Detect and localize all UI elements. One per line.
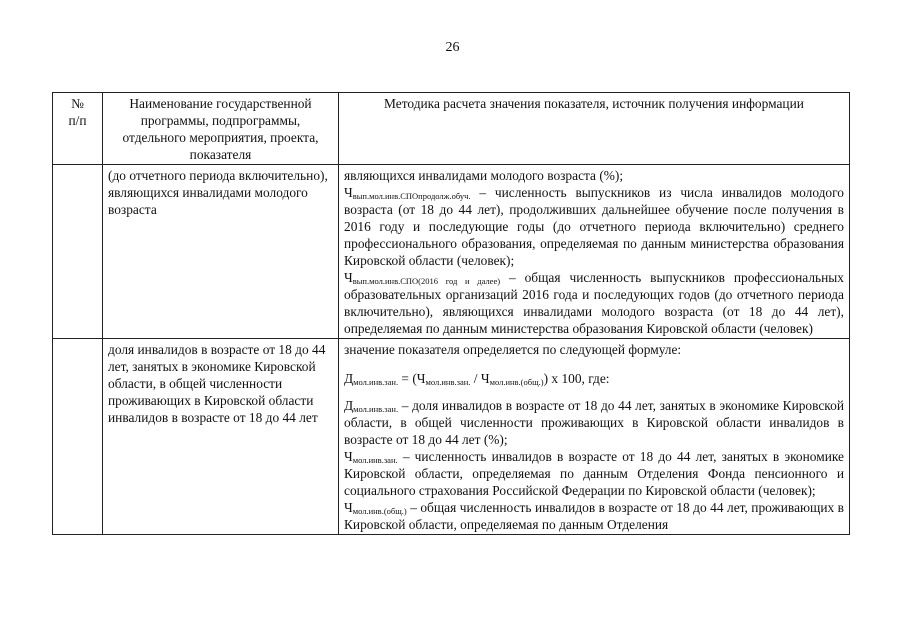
row1-name: (до отчетного периода включительно), являющихся инвалидами молодого возраста	[103, 165, 339, 339]
header-name: Наименование государственной программы, подпрограммы, отдельного мероприятия, проекта, показателя	[103, 93, 339, 165]
formula-eq: = (Ч	[398, 371, 426, 386]
definition-text: – численность выпускников из числа инвалидов молодого возраста (от 18 до 44 лет), продолживших дальнейшее обучение после получения в 2016 году и последующие годы (до отчетного периода включительно) среднего профессионального образования, определяемая по данным министерства образования Кировской области (человек);	[344, 185, 844, 268]
row2-def-c1	[344, 448, 844, 499]
row2-intro: значение показателя определяется по следующей формуле:	[344, 342, 682, 357]
symbol-subscript: вып.мол.инв.СПО(2016 год и далее)	[352, 276, 501, 286]
formula-b-sub: мол.инв.(общ.)	[489, 377, 544, 387]
symbol-subscript: мол.инв.(общ.)	[352, 506, 407, 516]
symbol-subscript: мол.инв.зан.	[352, 455, 398, 465]
row1-method-def2	[344, 269, 844, 337]
row2-def-c2	[344, 499, 844, 533]
formula-lhs: Д	[344, 371, 354, 386]
row1-number	[53, 165, 103, 339]
row1-method	[339, 165, 850, 339]
formula-div: / Ч	[470, 371, 490, 386]
symbol-ch: Ч	[344, 185, 353, 200]
page-number: 26	[445, 40, 460, 55]
definition-text: – общая численность выпускников профессиональных образовательных организаций 2016 года и последующих годов (до отчетного периода включительно), являющихся инвалидами молодого возраста (от 18 до 44 лет), определяемая по данным министерства образования Кировской области (человек)	[344, 270, 844, 336]
symbol-subscript: мол.инв.зан.	[353, 404, 399, 414]
header-method: Методика расчета значения показателя, источник получения информации	[339, 93, 850, 165]
symbol-ch: Ч	[344, 270, 353, 285]
row1-method-def1	[344, 184, 844, 269]
row2-method	[339, 339, 850, 535]
row1-method-line1: являющихся инвалидами молодого возраста (%);	[344, 168, 624, 183]
table-header-row	[53, 93, 850, 165]
row2-def-d	[344, 397, 844, 448]
formula-tail: ) х 100, где:	[543, 371, 610, 386]
row2-number	[53, 339, 103, 535]
definition-text: – общая численность инвалидов в возрасте от 18 до 44 лет, проживающих в Кировской области, определяемая по данным Отделения	[344, 500, 844, 532]
table-row	[53, 165, 850, 339]
definition-text: – доля инвалидов в возрасте от 18 до 44 лет, занятых в экономике Кировской области, в общей численности проживающих в Кировской области инвалидов в возрасте от 18 до 44 лет (%);	[344, 398, 844, 447]
row2-name: доля инвалидов в возрасте от 18 до 44 лет, занятых в экономике Кировской области, в общей численности проживающих в Кировской области инвалидов в возрасте от 18 до 44 лет	[103, 339, 339, 535]
table-row	[53, 339, 850, 535]
symbol-subscript: вып.мол.инв.СПОпродолж.обуч.	[352, 191, 471, 201]
header-number: № п/п	[53, 93, 103, 165]
symbol-d: Д	[344, 398, 354, 413]
formula	[344, 370, 844, 387]
indicator-table	[52, 92, 850, 535]
formula-a-sub: мол.инв.зан.	[425, 377, 471, 387]
formula-lhs-sub: мол.инв.зан.	[353, 377, 399, 387]
symbol-ch: Ч	[344, 449, 353, 464]
definition-text: – численность инвалидов в возрасте от 18 до 44 лет, занятых в экономике Кировской области, определяемая по данным Отделения Фонда пенсионного и социального страхования Российской Федерации по Кировской области (человек);	[344, 449, 844, 498]
symbol-ch: Ч	[344, 500, 353, 515]
